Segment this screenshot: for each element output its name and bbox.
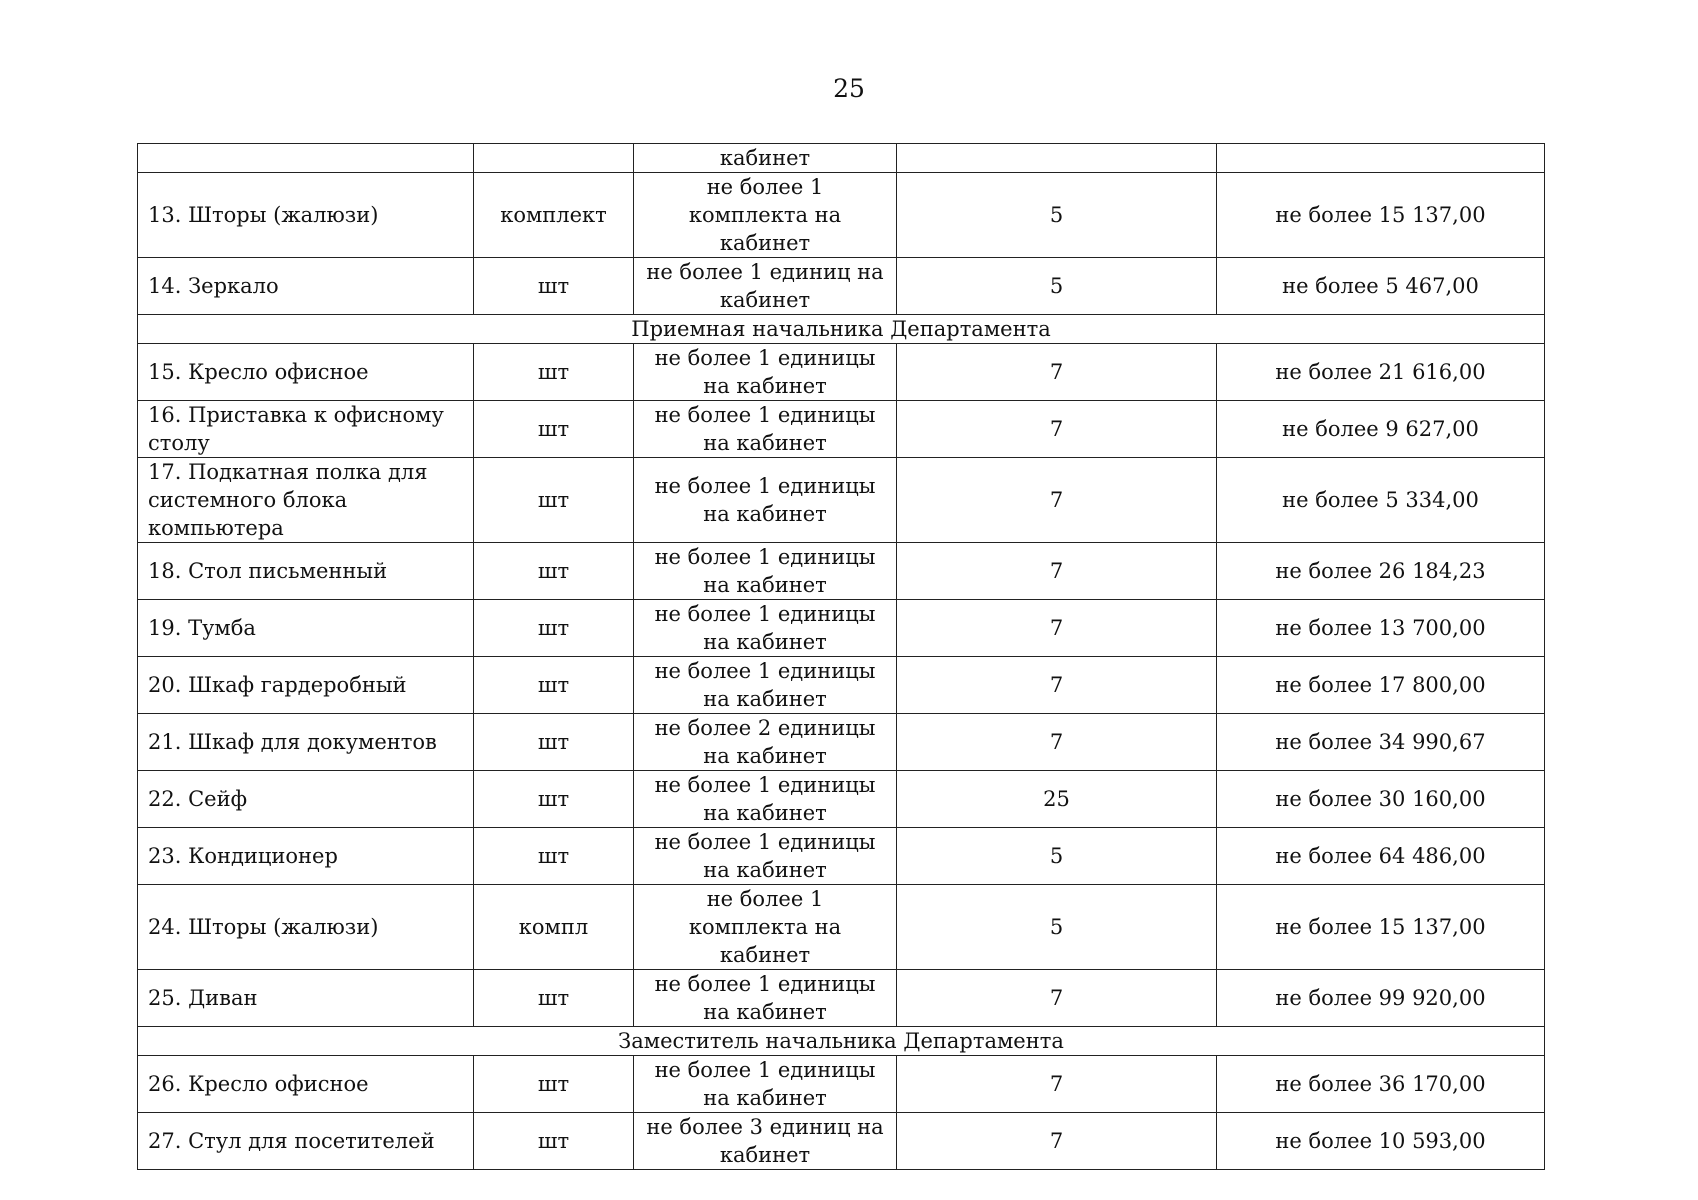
service-life-cell: 5 bbox=[897, 258, 1217, 315]
unit-cell bbox=[474, 144, 634, 173]
price-cell: не более 15 137,00 bbox=[1217, 885, 1545, 970]
norm-cell: не более 1 комплекта на кабинет bbox=[634, 885, 897, 970]
price-cell: не более 10 593,00 bbox=[1217, 1113, 1545, 1170]
service-life-cell: 7 bbox=[897, 657, 1217, 714]
norm-cell: не более 1 единицы на кабинет bbox=[634, 543, 897, 600]
norm-cell: не более 1 комплекта на кабинет bbox=[634, 173, 897, 258]
table-row bbox=[138, 401, 1545, 458]
price-cell: не более 21 616,00 bbox=[1217, 344, 1545, 401]
item-name-cell: 20. Шкаф гардеробный bbox=[138, 657, 474, 714]
service-life-cell: 5 bbox=[897, 173, 1217, 258]
table-row bbox=[138, 600, 1545, 657]
price-cell: не более 34 990,67 bbox=[1217, 714, 1545, 771]
item-name-cell: 16. Приставка к офисному столу bbox=[138, 401, 474, 458]
table-row bbox=[138, 657, 1545, 714]
unit-cell: шт bbox=[474, 1113, 634, 1170]
unit-cell: шт bbox=[474, 258, 634, 315]
unit-cell: шт bbox=[474, 714, 634, 771]
norm-cell: не более 1 единицы на кабинет bbox=[634, 970, 897, 1027]
service-life-cell: 7 bbox=[897, 1113, 1217, 1170]
price-cell: не более 13 700,00 bbox=[1217, 600, 1545, 657]
norm-cell: кабинет bbox=[634, 144, 897, 173]
service-life-cell bbox=[897, 144, 1217, 173]
item-name-cell: 14. Зеркало bbox=[138, 258, 474, 315]
item-name-cell: 13. Шторы (жалюзи) bbox=[138, 173, 474, 258]
unit-cell: шт bbox=[474, 344, 634, 401]
section-title-reception: Приемная начальника Департамента bbox=[138, 315, 1545, 344]
unit-cell: компл bbox=[474, 885, 634, 970]
norm-cell: не более 1 единицы на кабинет bbox=[634, 771, 897, 828]
unit-cell: шт bbox=[474, 401, 634, 458]
price-cell: не более 9 627,00 bbox=[1217, 401, 1545, 458]
item-name-cell bbox=[138, 144, 474, 173]
norm-cell: не более 2 единицы на кабинет bbox=[634, 714, 897, 771]
unit-cell: шт bbox=[474, 771, 634, 828]
table-row bbox=[138, 173, 1545, 258]
table-row bbox=[138, 344, 1545, 401]
section-header-row bbox=[138, 1027, 1545, 1056]
norm-cell: не более 1 единицы на кабинет bbox=[634, 401, 897, 458]
furniture-norms-table bbox=[137, 143, 1545, 1170]
table-row bbox=[138, 543, 1545, 600]
price-cell: не более 64 486,00 bbox=[1217, 828, 1545, 885]
item-name-cell: 26. Кресло офисное bbox=[138, 1056, 474, 1113]
service-life-cell: 7 bbox=[897, 344, 1217, 401]
unit-cell: шт bbox=[474, 657, 634, 714]
item-name-cell: 23. Кондиционер bbox=[138, 828, 474, 885]
unit-cell: шт bbox=[474, 600, 634, 657]
service-life-cell: 25 bbox=[897, 771, 1217, 828]
unit-cell: шт bbox=[474, 1056, 634, 1113]
service-life-cell: 7 bbox=[897, 970, 1217, 1027]
price-cell: не более 17 800,00 bbox=[1217, 657, 1545, 714]
price-cell: не более 36 170,00 bbox=[1217, 1056, 1545, 1113]
table-row bbox=[138, 1056, 1545, 1113]
price-cell: не более 5 467,00 bbox=[1217, 258, 1545, 315]
unit-cell: шт bbox=[474, 828, 634, 885]
price-cell bbox=[1217, 144, 1545, 173]
service-life-cell: 5 bbox=[897, 885, 1217, 970]
table-row bbox=[138, 1113, 1545, 1170]
table-row bbox=[138, 258, 1545, 315]
item-name-cell: 18. Стол письменный bbox=[138, 543, 474, 600]
section-title-deputy: Заместитель начальника Департамента bbox=[138, 1027, 1545, 1056]
unit-cell: комплект bbox=[474, 173, 634, 258]
table-row bbox=[138, 714, 1545, 771]
norm-cell: не более 1 единицы на кабинет bbox=[634, 657, 897, 714]
item-name-cell: 19. Тумба bbox=[138, 600, 474, 657]
item-name-cell: 21. Шкаф для документов bbox=[138, 714, 474, 771]
unit-cell: шт bbox=[474, 458, 634, 543]
table-row bbox=[138, 458, 1545, 543]
norm-cell: не более 1 единицы на кабинет bbox=[634, 458, 897, 543]
table-row bbox=[138, 828, 1545, 885]
norm-cell: не более 1 единицы на кабинет bbox=[634, 600, 897, 657]
norm-cell: не более 1 единицы на кабинет bbox=[634, 828, 897, 885]
price-cell: не более 26 184,23 bbox=[1217, 543, 1545, 600]
table-row bbox=[138, 144, 1545, 173]
service-life-cell: 7 bbox=[897, 401, 1217, 458]
norm-cell: не более 3 единиц на кабинет bbox=[634, 1113, 897, 1170]
page-number: 25 bbox=[833, 74, 865, 103]
norm-cell: не более 1 единиц на кабинет bbox=[634, 258, 897, 315]
service-life-cell: 7 bbox=[897, 600, 1217, 657]
table-row bbox=[138, 885, 1545, 970]
unit-cell: шт bbox=[474, 970, 634, 1027]
table-row bbox=[138, 771, 1545, 828]
item-name-cell: 17. Подкатная полка для системного блока компьютера bbox=[138, 458, 474, 543]
service-life-cell: 7 bbox=[897, 458, 1217, 543]
section-header-row bbox=[138, 315, 1545, 344]
price-cell: не более 30 160,00 bbox=[1217, 771, 1545, 828]
norm-cell: не более 1 единицы на кабинет bbox=[634, 344, 897, 401]
item-name-cell: 22. Сейф bbox=[138, 771, 474, 828]
item-name-cell: 15. Кресло офисное bbox=[138, 344, 474, 401]
item-name-cell: 25. Диван bbox=[138, 970, 474, 1027]
item-name-cell: 24. Шторы (жалюзи) bbox=[138, 885, 474, 970]
price-cell: не более 99 920,00 bbox=[1217, 970, 1545, 1027]
unit-cell: шт bbox=[474, 543, 634, 600]
item-name-cell: 27. Стул для посетителей bbox=[138, 1113, 474, 1170]
price-cell: не более 5 334,00 bbox=[1217, 458, 1545, 543]
service-life-cell: 7 bbox=[897, 1056, 1217, 1113]
norm-cell: не более 1 единицы на кабинет bbox=[634, 1056, 897, 1113]
price-cell: не более 15 137,00 bbox=[1217, 173, 1545, 258]
service-life-cell: 5 bbox=[897, 828, 1217, 885]
service-life-cell: 7 bbox=[897, 543, 1217, 600]
service-life-cell: 7 bbox=[897, 714, 1217, 771]
table-row bbox=[138, 970, 1545, 1027]
